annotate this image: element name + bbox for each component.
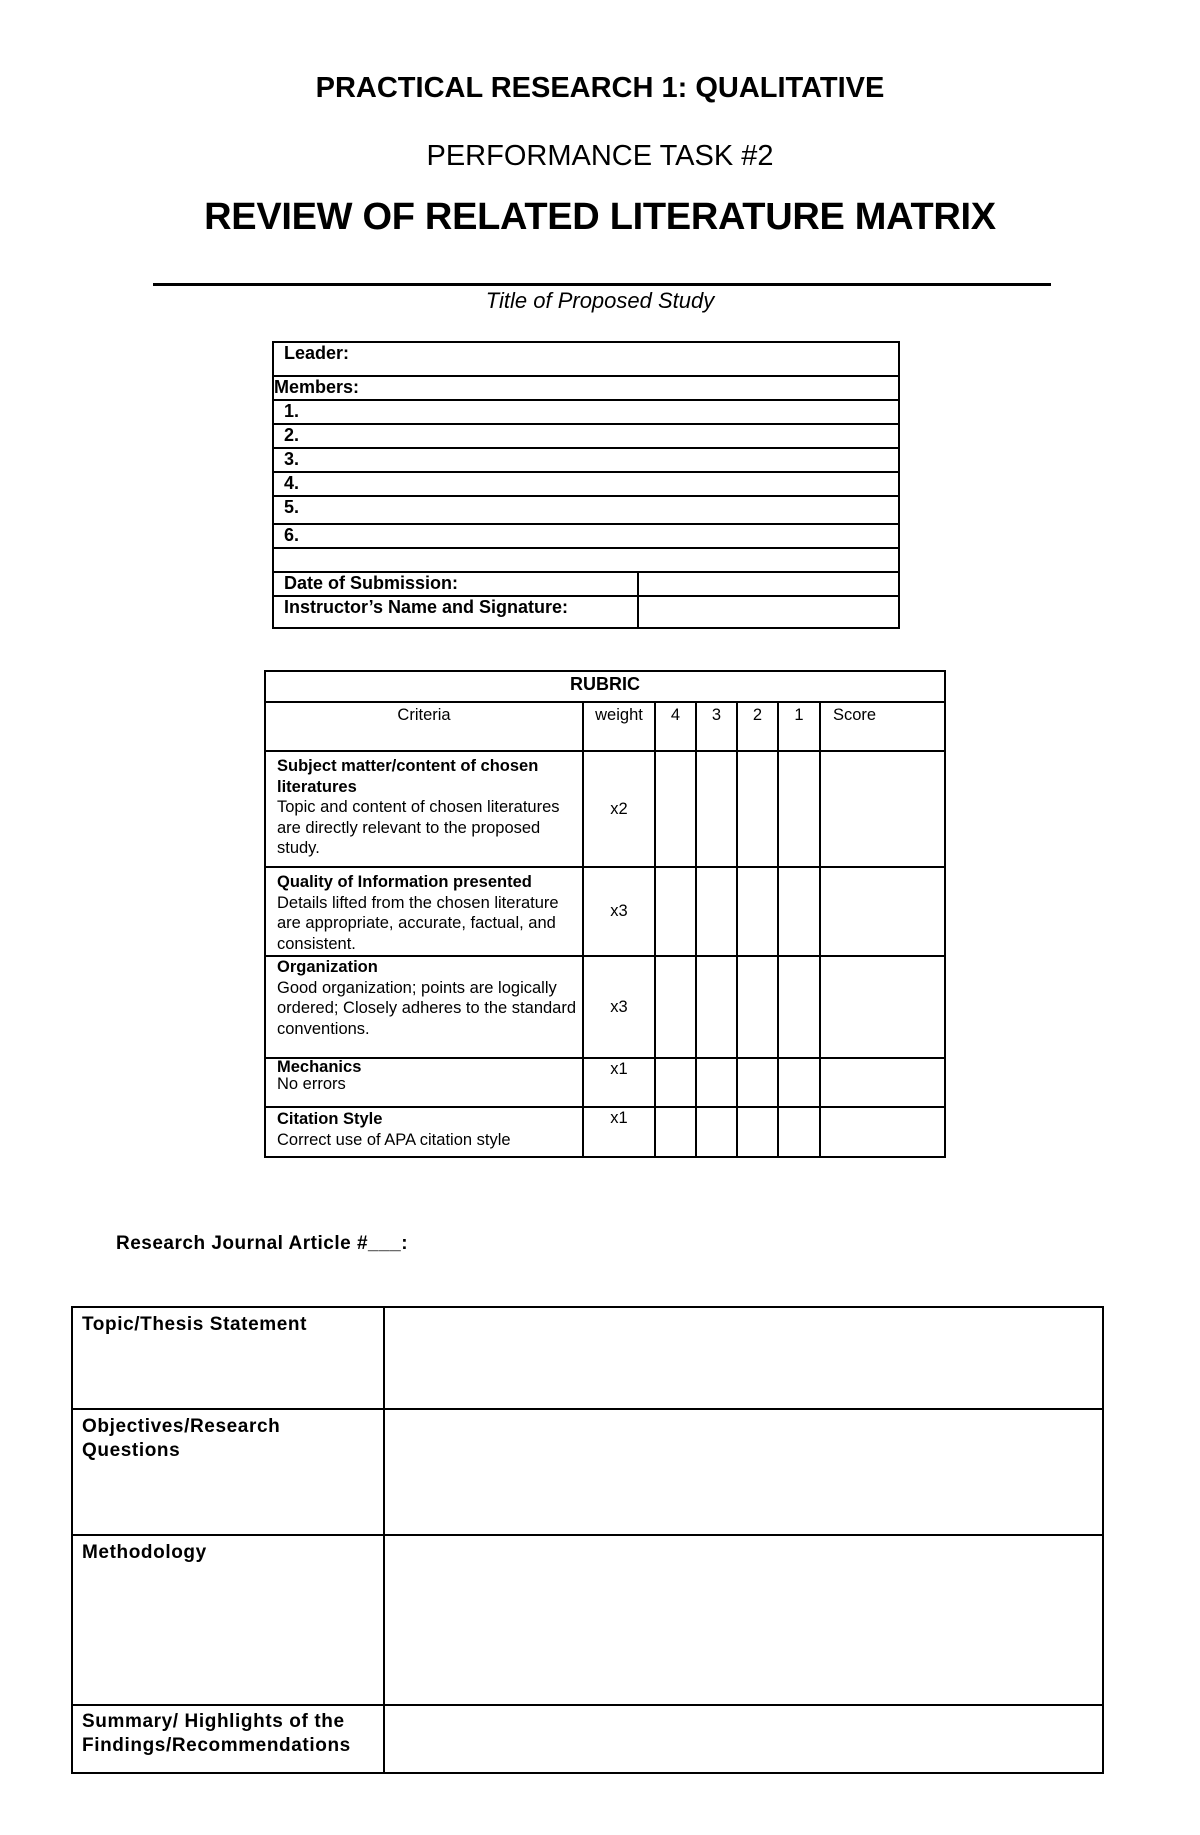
rubric-row: [265, 751, 945, 867]
criterion-description: Topic and content of chosen literatures are directly relevant to the proposed study.: [277, 798, 560, 857]
member-field[interactable]: 1.: [273, 400, 899, 424]
score-cell-3[interactable]: [696, 751, 737, 867]
criterion-description: Correct use of APA citation style: [277, 1130, 511, 1149]
score-total-cell[interactable]: [820, 751, 945, 867]
matrix-row-label: Topic/Thesis Statement: [72, 1307, 384, 1409]
rubric-header-2: 2: [737, 702, 778, 751]
score-cell-2[interactable]: [737, 1058, 778, 1107]
criterion-description: No errors: [277, 1075, 346, 1093]
score-cell-2[interactable]: [737, 751, 778, 867]
matrix-row: [72, 1535, 1103, 1705]
date-of-submission-field[interactable]: [638, 572, 899, 596]
criterion-name: Subject matter/content of chosen literatures: [277, 757, 539, 796]
rubric-header-1: 1: [778, 702, 820, 751]
member-field[interactable]: 6.: [273, 524, 899, 548]
score-cell-3[interactable]: [696, 1058, 737, 1107]
rubric-header-4: 4: [655, 702, 696, 751]
rubric-header-3: 3: [696, 702, 737, 751]
instructor-signature-field[interactable]: [638, 596, 899, 628]
rubric-row: [265, 867, 945, 956]
matrix-entry-field[interactable]: [384, 1409, 1103, 1535]
matrix-row: [72, 1307, 1103, 1409]
score-cell-3[interactable]: [696, 956, 737, 1058]
score-cell-3[interactable]: [696, 1107, 737, 1157]
rubric-table: [264, 670, 946, 1158]
score-cell-2[interactable]: [737, 1107, 778, 1157]
score-cell-4[interactable]: [655, 751, 696, 867]
score-cell-1[interactable]: [778, 1058, 820, 1107]
score-cell-1[interactable]: [778, 956, 820, 1058]
score-cell-4[interactable]: [655, 1058, 696, 1107]
criterion-description: Good organization; points are logically ordered; Closely adheres to the standard conventions.: [277, 978, 577, 1038]
criterion-name: Quality of Information presented: [277, 873, 532, 891]
rubric-header-weight: weight: [583, 702, 655, 751]
rubric-header-score: Score: [820, 702, 945, 751]
score-total-cell[interactable]: [820, 867, 945, 956]
rubric-title: RUBRIC: [265, 671, 945, 702]
score-total-cell[interactable]: [820, 1107, 945, 1157]
score-cell-3[interactable]: [696, 867, 737, 956]
leader-field[interactable]: Leader:: [273, 342, 899, 376]
member-field[interactable]: 5.: [273, 496, 899, 524]
score-total-cell[interactable]: [820, 956, 945, 1058]
score-cell-4[interactable]: [655, 956, 696, 1058]
blank-row: [273, 548, 899, 572]
score-cell-2[interactable]: [737, 867, 778, 956]
matrix-row-label: Methodology: [72, 1535, 384, 1705]
score-cell-1[interactable]: [778, 751, 820, 867]
rubric-criterion: [265, 867, 583, 956]
rubric-criterion: [265, 956, 583, 1058]
matrix-row: [72, 1705, 1103, 1773]
rubric-weight: x1: [583, 1058, 655, 1107]
score-cell-2[interactable]: [737, 956, 778, 1058]
document-title: REVIEW OF RELATED LITERATURE MATRIX: [204, 196, 996, 238]
score-cell-1[interactable]: [778, 1107, 820, 1157]
rubric-criterion: [265, 1058, 583, 1107]
criterion-name: Mechanics: [277, 1058, 362, 1076]
member-field[interactable]: 2.: [273, 424, 899, 448]
score-cell-4[interactable]: [655, 867, 696, 956]
criterion-name: Citation Style: [277, 1110, 383, 1128]
rubric-weight: x3: [583, 867, 655, 956]
rubric-criterion: [265, 751, 583, 867]
matrix-row: [72, 1409, 1103, 1535]
criterion-name: Organization: [277, 958, 378, 976]
matrix-row-label: Objectives/Research Questions: [72, 1409, 384, 1535]
member-field[interactable]: 3.: [273, 448, 899, 472]
score-cell-4[interactable]: [655, 1107, 696, 1157]
date-of-submission-label: Date of Submission:: [273, 572, 638, 596]
member-field[interactable]: 4.: [273, 472, 899, 496]
rubric-weight: x1: [583, 1107, 655, 1157]
performance-task-title: PERFORMANCE TASK #2: [426, 140, 774, 172]
literature-matrix-table: [71, 1306, 1104, 1774]
criterion-description: Details lifted from the chosen literature are appropriate, accurate, factual, and consistent.: [277, 893, 559, 953]
rubric-row: [265, 1058, 945, 1107]
rubric-row: [265, 956, 945, 1058]
rubric-row: [265, 1107, 945, 1157]
matrix-row-label: Summary/ Highlights of the Findings/Recommendations: [72, 1705, 384, 1773]
rubric-weight: x3: [583, 956, 655, 1058]
group-info-table: [272, 341, 900, 629]
matrix-entry-field[interactable]: [384, 1535, 1103, 1705]
matrix-entry-field[interactable]: [384, 1705, 1103, 1773]
article-number-label[interactable]: Research Journal Article #___:: [116, 1233, 409, 1254]
study-title-line[interactable]: [153, 283, 1051, 286]
course-title: PRACTICAL RESEARCH 1: QUALITATIVE: [315, 72, 885, 104]
study-title-caption: Title of Proposed Study: [485, 288, 715, 313]
rubric-criterion: [265, 1107, 583, 1157]
matrix-entry-field[interactable]: [384, 1307, 1103, 1409]
score-cell-1[interactable]: [778, 867, 820, 956]
rubric-header-criteria: Criteria: [265, 702, 583, 751]
score-total-cell[interactable]: [820, 1058, 945, 1107]
members-label: Members:: [273, 376, 899, 400]
instructor-signature-label: Instructor’s Name and Signature:: [273, 596, 638, 628]
rubric-weight: x2: [583, 751, 655, 867]
